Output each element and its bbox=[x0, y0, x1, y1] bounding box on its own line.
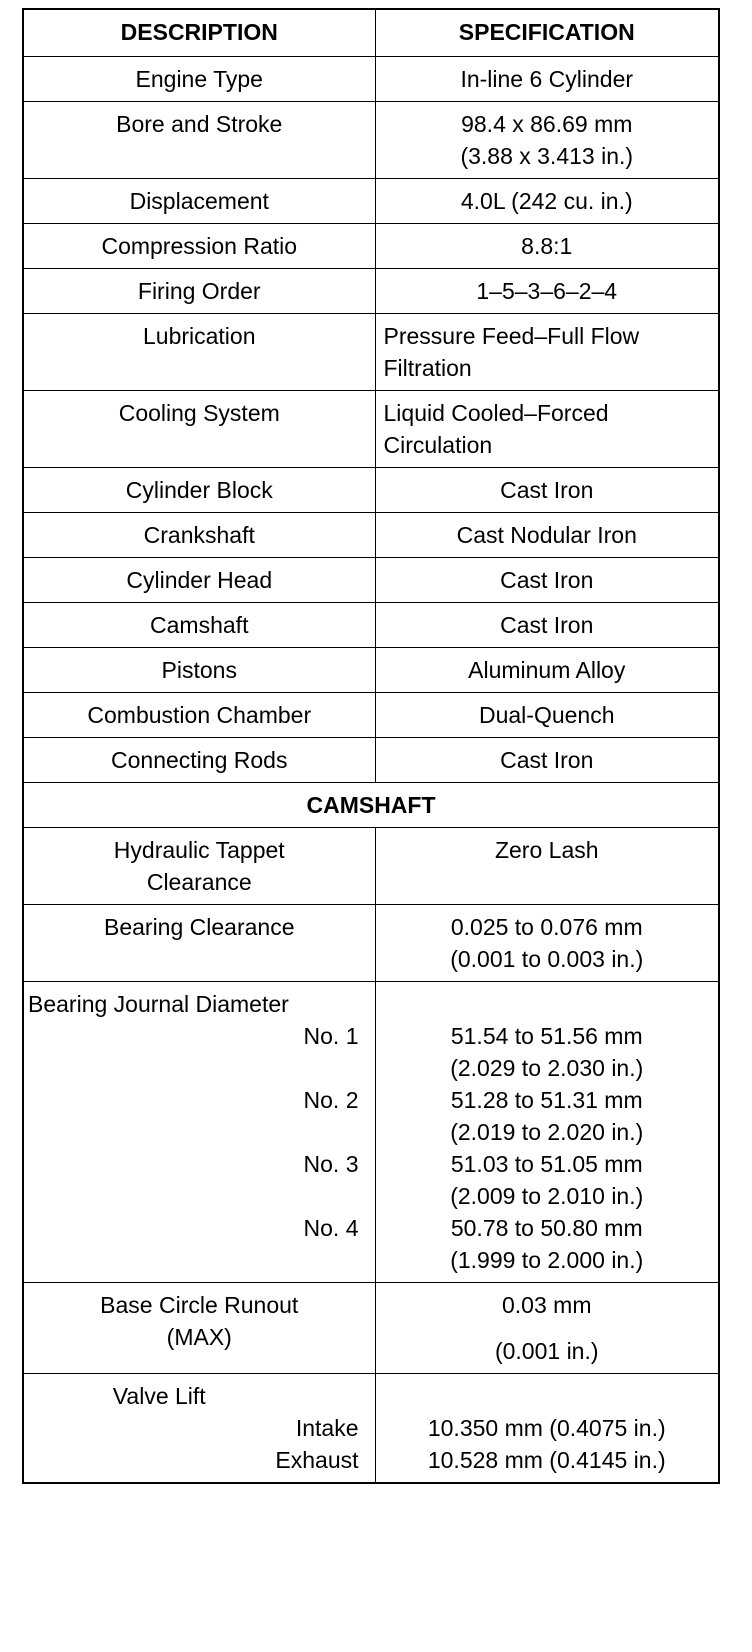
spec-line: 0.025 to 0.076 mm bbox=[450, 914, 643, 940]
engine-spec-table bbox=[22, 8, 720, 1484]
row-description: Connecting Rods bbox=[23, 738, 375, 783]
spec-line: (0.001 in.) bbox=[494, 1338, 599, 1364]
table-row bbox=[23, 905, 719, 982]
table-row bbox=[23, 468, 719, 513]
row-description: Firing Order bbox=[23, 269, 375, 314]
table-row bbox=[23, 648, 719, 693]
valve-lift-value: 10.528 mm (0.4145 in.) bbox=[427, 1447, 666, 1473]
table-row bbox=[23, 391, 719, 468]
row-specification: Zero Lash bbox=[375, 828, 719, 905]
row-specification bbox=[375, 391, 719, 468]
row-specification: Dual-Quench bbox=[375, 693, 719, 738]
journal-label: No. 2 bbox=[303, 1087, 359, 1113]
row-specification bbox=[375, 1283, 719, 1374]
row-description bbox=[23, 1283, 375, 1374]
row-specification bbox=[375, 1374, 719, 1484]
row-description: Lubrication bbox=[23, 314, 375, 391]
table-row bbox=[23, 269, 719, 314]
table-row bbox=[23, 828, 719, 905]
desc-line: Base Circle Runout bbox=[100, 1292, 299, 1318]
journal-mm: 51.28 to 51.31 mm bbox=[450, 1087, 643, 1113]
desc-line: Hydraulic Tappet bbox=[113, 837, 285, 863]
row-description: Combustion Chamber bbox=[23, 693, 375, 738]
spec-line: Pressure Feed–Full Flow bbox=[383, 323, 640, 349]
header-description: DESCRIPTION bbox=[23, 9, 375, 57]
table-row bbox=[23, 738, 719, 783]
table-row bbox=[23, 102, 719, 179]
row-specification bbox=[375, 314, 719, 391]
row-description: Camshaft bbox=[23, 603, 375, 648]
section-title: CAMSHAFT bbox=[23, 783, 719, 828]
table-row bbox=[23, 982, 719, 1283]
row-description bbox=[23, 982, 375, 1283]
row-specification bbox=[375, 905, 719, 982]
row-specification: Aluminum Alloy bbox=[375, 648, 719, 693]
table-row bbox=[23, 224, 719, 269]
row-description: Pistons bbox=[23, 648, 375, 693]
camshaft-section-row bbox=[23, 783, 719, 828]
desc-line: Clearance bbox=[146, 869, 252, 895]
journal-in: (1.999 to 2.000 in.) bbox=[450, 1247, 644, 1273]
row-specification: In-line 6 Cylinder bbox=[375, 57, 719, 102]
journal-in: (2.019 to 2.020 in.) bbox=[450, 1119, 644, 1145]
row-specification: 1–5–3–6–2–4 bbox=[375, 269, 719, 314]
table-row bbox=[23, 513, 719, 558]
spec-line: (0.001 to 0.003 in.) bbox=[450, 946, 644, 972]
journal-mm: 51.54 to 51.56 mm bbox=[450, 1023, 643, 1049]
row-specification: Cast Iron bbox=[375, 468, 719, 513]
valve-lift-label: Intake bbox=[295, 1415, 359, 1441]
row-specification: Cast Iron bbox=[375, 738, 719, 783]
row-description bbox=[23, 828, 375, 905]
journal-label: No. 1 bbox=[303, 1023, 359, 1049]
row-specification: Cast Iron bbox=[375, 603, 719, 648]
row-specification bbox=[375, 102, 719, 179]
row-specification bbox=[375, 982, 719, 1283]
journal-label: No. 4 bbox=[303, 1215, 359, 1241]
desc-line: (MAX) bbox=[166, 1324, 232, 1350]
spec-line: Filtration bbox=[383, 355, 472, 381]
table-row bbox=[23, 314, 719, 391]
table-row bbox=[23, 693, 719, 738]
spec-line: Liquid Cooled–Forced bbox=[383, 400, 609, 426]
table-row bbox=[23, 1283, 719, 1374]
row-specification: 4.0L (242 cu. in.) bbox=[375, 179, 719, 224]
valve-lift-value: 10.350 mm (0.4075 in.) bbox=[427, 1415, 666, 1441]
row-description: Crankshaft bbox=[23, 513, 375, 558]
spec-line: 0.03 mm bbox=[502, 1292, 592, 1318]
header-specification: SPECIFICATION bbox=[375, 9, 719, 57]
journal-label: No. 3 bbox=[303, 1151, 359, 1177]
journal-title: Bearing Journal Diameter bbox=[28, 991, 289, 1017]
table-row bbox=[23, 603, 719, 648]
journal-in: (2.029 to 2.030 in.) bbox=[450, 1055, 644, 1081]
row-description: Compression Ratio bbox=[23, 224, 375, 269]
row-description: Bearing Clearance bbox=[23, 905, 375, 982]
table-row bbox=[23, 1374, 719, 1484]
table-header-row bbox=[23, 9, 719, 57]
journal-mm: 51.03 to 51.05 mm bbox=[450, 1151, 643, 1177]
row-description: Engine Type bbox=[23, 57, 375, 102]
row-specification: Cast Nodular Iron bbox=[375, 513, 719, 558]
spec-line: Circulation bbox=[383, 432, 493, 458]
spec-line: (3.88 x 3.413 in.) bbox=[460, 143, 634, 169]
journal-mm: 50.78 to 50.80 mm bbox=[450, 1215, 643, 1241]
table-row bbox=[23, 57, 719, 102]
table-row bbox=[23, 179, 719, 224]
row-description: Bore and Stroke bbox=[23, 102, 375, 179]
row-specification: 8.8:1 bbox=[375, 224, 719, 269]
row-description: Displacement bbox=[23, 179, 375, 224]
spec-line: 98.4 x 86.69 mm bbox=[461, 111, 633, 137]
row-description: Cylinder Head bbox=[23, 558, 375, 603]
valve-lift-title: Valve Lift bbox=[112, 1383, 206, 1409]
row-description: Cylinder Block bbox=[23, 468, 375, 513]
table-row bbox=[23, 558, 719, 603]
journal-in: (2.009 to 2.010 in.) bbox=[450, 1183, 644, 1209]
row-description bbox=[23, 1374, 375, 1484]
row-description: Cooling System bbox=[23, 391, 375, 468]
valve-lift-label: Exhaust bbox=[275, 1447, 359, 1473]
row-specification: Cast Iron bbox=[375, 558, 719, 603]
